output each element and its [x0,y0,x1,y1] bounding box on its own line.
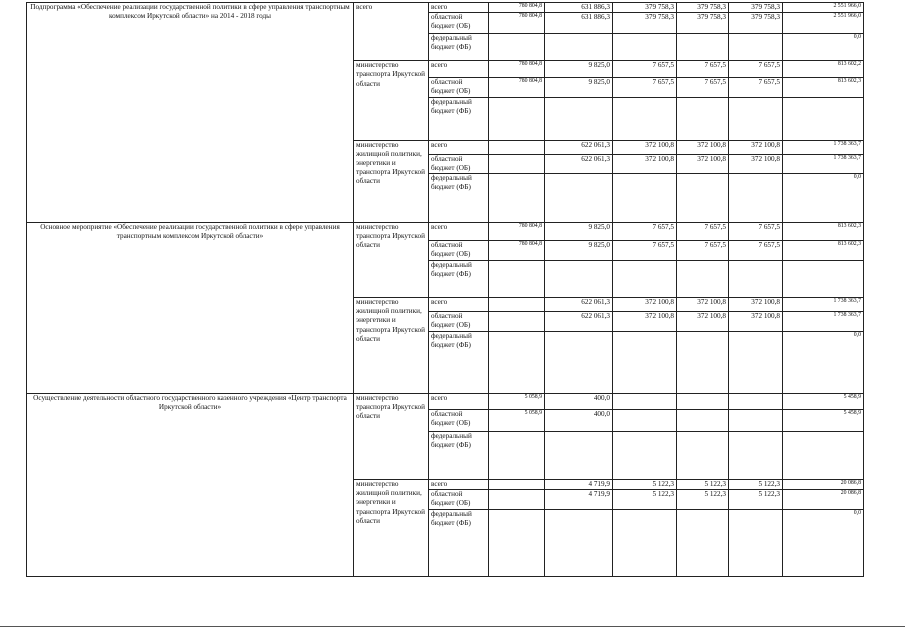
amount-text: 372 100,8 [645,154,674,163]
year-value-cell [677,140,729,154]
year-value-cell [613,140,677,154]
amount-text: 1 738 363,7 [833,298,861,305]
year-value-cell [545,480,613,490]
year-value-cell [677,13,729,34]
funding-source-cell: областной бюджет (ОБ) [429,13,489,34]
program-name-cell: Основное мероприятие «Обеспечение реализации государственной политики в сфере управления транспортным комплексом Иркутской области» [27,223,354,394]
executor-cell: министерство жилищной политики, энергетики и транспорта Иркутской области [354,480,429,577]
year-value-cell [489,410,545,432]
year-value-cell [677,410,729,432]
year-value-cell [677,509,729,576]
total-value-cell [783,140,864,154]
year-value-cell [729,13,783,34]
year-value-cell [613,223,677,241]
amount-text: 379 758,3 [697,3,726,11]
year-value-cell [613,480,677,490]
total-value-cell [783,490,864,509]
funding-source-cell: всего [429,394,489,410]
year-value-cell [729,394,783,410]
year-value-cell [545,140,613,154]
amount-text: 7 657,5 [652,241,674,250]
year-value-cell [729,312,783,332]
year-value-cell [729,3,783,13]
year-value-cell [489,97,545,140]
year-value-cell [545,223,613,241]
amount-text: 1 738 363,7 [833,140,861,147]
year-value-cell [729,97,783,140]
total-value-cell [783,261,864,298]
amount-text: 9 825,0 [588,78,610,87]
year-value-cell [545,509,613,576]
amount-text: 0,0 [853,332,861,339]
year-value-cell [613,174,677,223]
amount-text: 5 458,9 [843,394,861,401]
amount-text: 379 758,3 [751,13,780,22]
amount-text: 2 551 966,0 [833,13,861,20]
amount-text: 5 122,3 [704,480,726,489]
executor-cell: министерство транспорта Иркутской области [354,394,429,480]
year-value-cell [677,34,729,61]
funding-source-cell: всего [429,298,489,312]
year-value-cell [489,312,545,332]
year-value-cell [489,261,545,298]
year-value-cell [545,241,613,261]
year-value-cell [613,241,677,261]
amount-text: 5 122,3 [758,490,780,499]
amount-text: 0,0 [853,174,861,181]
amount-text: 7 657,5 [758,78,780,87]
amount-text: 379 758,3 [645,3,674,11]
year-value-cell [677,490,729,509]
budget-table [26,2,864,577]
funding-source-cell: областной бюджет (ОБ) [429,78,489,97]
amount-text: 5 058,9 [524,410,542,417]
year-value-cell [545,3,613,13]
amount-text: 813 602,2 [837,61,861,68]
amount-text: 7 657,5 [704,61,726,70]
amount-text: 1 738 363,7 [833,154,861,161]
amount-text: 5 122,3 [652,480,674,489]
amount-text: 9 825,0 [588,61,610,70]
total-value-cell [783,298,864,312]
year-value-cell [613,509,677,576]
table-row [27,394,864,410]
total-value-cell [783,3,864,13]
total-value-cell [783,13,864,34]
amount-text: 4 719,9 [588,490,610,499]
total-value-cell [783,61,864,78]
page-bottom-rule [0,626,905,627]
amount-text: 372 100,8 [697,312,726,321]
amount-text: 5 122,3 [704,490,726,499]
year-value-cell [729,34,783,61]
amount-text: 5 058,9 [524,394,542,401]
amount-text: 372 100,8 [645,298,674,307]
year-value-cell [545,332,613,394]
table-row [27,3,864,13]
year-value-cell [677,3,729,13]
year-value-cell [545,34,613,61]
year-value-cell [489,78,545,97]
year-value-cell [677,332,729,394]
amount-text: 622 061,3 [581,140,610,149]
year-value-cell [489,34,545,61]
amount-text: 372 100,8 [645,312,674,321]
executor-cell: всего [354,3,429,61]
amount-text: 780 804,8 [518,78,542,85]
year-value-cell [613,34,677,61]
program-name-cell: Подпрограмма «Обеспечение реализации государственной политики в сфере управления транспортным комплексом Иркутской области» на 2014 - 2018 годы [27,3,354,223]
program-name-cell: Осуществление деятельности областного государственного казенного учреждения «Центр транспорта Иркутской области» [27,394,354,577]
year-value-cell [677,78,729,97]
year-value-cell [545,61,613,78]
funding-source-cell: федеральный бюджет (ФБ) [429,509,489,576]
year-value-cell [489,223,545,241]
year-value-cell [613,410,677,432]
year-value-cell [489,154,545,173]
total-value-cell [783,223,864,241]
year-value-cell [613,261,677,298]
amount-text: 20 086,8 [840,490,861,497]
executor-cell: министерство жилищной политики, энергетики и транспорта Иркутской области [354,298,429,394]
year-value-cell [677,261,729,298]
amount-text: 372 100,8 [751,154,780,163]
year-value-cell [613,78,677,97]
total-value-cell [783,174,864,223]
amount-text: 622 061,3 [581,154,610,163]
amount-text: 631 886,3 [581,3,610,11]
amount-text: 7 657,5 [758,61,780,70]
total-value-cell [783,332,864,394]
year-value-cell [489,298,545,312]
year-value-cell [489,13,545,34]
year-value-cell [489,480,545,490]
amount-text: 813 602,3 [837,241,861,248]
year-value-cell [729,223,783,241]
funding-source-cell: областной бюджет (ОБ) [429,490,489,509]
year-value-cell [613,332,677,394]
executor-cell: министерство жилищной политики, энергетики и транспорта Иркутской области [354,140,429,222]
year-value-cell [613,13,677,34]
amount-text: 631 886,3 [581,13,610,22]
amount-text: 7 657,5 [704,241,726,250]
amount-text: 5 458,9 [843,410,861,417]
amount-text: 780 804,8 [518,223,542,230]
amount-text: 372 100,8 [645,140,674,149]
year-value-cell [729,261,783,298]
year-value-cell [489,432,545,480]
year-value-cell [677,480,729,490]
year-value-cell [613,3,677,13]
amount-text: 372 100,8 [751,140,780,149]
funding-source-cell: всего [429,3,489,13]
funding-source-cell: областной бюджет (ОБ) [429,154,489,173]
amount-text: 780 804,8 [518,3,542,9]
year-value-cell [545,312,613,332]
amount-text: 9 825,0 [588,223,610,232]
amount-text: 0,0 [853,509,861,516]
amount-text: 7 657,5 [652,61,674,70]
year-value-cell [545,154,613,173]
year-value-cell [729,509,783,576]
amount-text: 1 738 363,7 [833,312,861,319]
year-value-cell [545,97,613,140]
amount-text: 5 122,3 [758,480,780,489]
total-value-cell [783,394,864,410]
amount-text: 0,0 [853,34,861,41]
amount-text: 372 100,8 [697,154,726,163]
amount-text: 379 758,3 [645,13,674,22]
funding-source-cell: всего [429,223,489,241]
funding-source-cell: федеральный бюджет (ФБ) [429,97,489,140]
year-value-cell [545,174,613,223]
executor-cell: министерство транспорта Иркутской области [354,61,429,140]
total-value-cell [783,432,864,480]
year-value-cell [613,154,677,173]
amount-text: 813 602,3 [837,223,861,230]
year-value-cell [545,13,613,34]
total-value-cell [783,34,864,61]
table-row [27,223,864,241]
amount-text: 7 657,5 [758,223,780,232]
executor-cell: министерство транспорта Иркутской области [354,223,429,298]
year-value-cell [489,241,545,261]
year-value-cell [545,298,613,312]
amount-text: 7 657,5 [652,78,674,87]
year-value-cell [677,223,729,241]
year-value-cell [489,3,545,13]
year-value-cell [545,78,613,97]
year-value-cell [545,410,613,432]
year-value-cell [613,312,677,332]
amount-text: 20 086,8 [840,480,861,487]
amount-text: 813 602,3 [837,78,861,85]
amount-text: 780 804,8 [518,61,542,68]
year-value-cell [489,509,545,576]
year-value-cell [613,394,677,410]
total-value-cell [783,154,864,173]
year-value-cell [545,432,613,480]
year-value-cell [489,394,545,410]
year-value-cell [729,480,783,490]
amount-text: 400,0 [593,394,610,403]
year-value-cell [729,61,783,78]
year-value-cell [613,490,677,509]
year-value-cell [489,332,545,394]
total-value-cell [783,97,864,140]
total-value-cell [783,312,864,332]
total-value-cell [783,241,864,261]
total-value-cell [783,480,864,490]
year-value-cell [613,97,677,140]
amount-text: 372 100,8 [697,298,726,307]
amount-text: 379 758,3 [751,3,780,11]
funding-source-cell: федеральный бюджет (ФБ) [429,174,489,223]
amount-text: 9 825,0 [588,241,610,250]
year-value-cell [677,61,729,78]
year-value-cell [729,332,783,394]
year-value-cell [677,97,729,140]
total-value-cell [783,410,864,432]
year-value-cell [677,298,729,312]
year-value-cell [729,140,783,154]
year-value-cell [729,241,783,261]
amount-text: 622 061,3 [581,298,610,307]
amount-text: 2 551 966,0 [833,3,861,9]
amount-text: 5 122,3 [652,490,674,499]
year-value-cell [729,154,783,173]
year-value-cell [677,312,729,332]
amount-text: 372 100,8 [697,140,726,149]
year-value-cell [613,61,677,78]
year-value-cell [729,78,783,97]
year-value-cell [729,432,783,480]
funding-source-cell: областной бюджет (ОБ) [429,312,489,332]
year-value-cell [613,298,677,312]
year-value-cell [489,61,545,78]
funding-source-cell: областной бюджет (ОБ) [429,410,489,432]
year-value-cell [545,490,613,509]
funding-source-cell: федеральный бюджет (ФБ) [429,332,489,394]
amount-text: 7 657,5 [704,223,726,232]
total-value-cell [783,78,864,97]
year-value-cell [545,394,613,410]
year-value-cell [489,140,545,154]
amount-text: 780 804,8 [518,13,542,20]
amount-text: 7 657,5 [652,223,674,232]
year-value-cell [489,174,545,223]
year-value-cell [677,394,729,410]
year-value-cell [613,432,677,480]
amount-text: 372 100,8 [751,298,780,307]
year-value-cell [489,490,545,509]
year-value-cell [729,490,783,509]
funding-source-cell: областной бюджет (ОБ) [429,241,489,261]
year-value-cell [677,432,729,480]
amount-text: 7 657,5 [704,78,726,87]
year-value-cell [677,174,729,223]
amount-text: 622 061,3 [581,312,610,321]
year-value-cell [729,298,783,312]
year-value-cell [677,241,729,261]
year-value-cell [545,261,613,298]
funding-source-cell: всего [429,140,489,154]
funding-source-cell: всего [429,480,489,490]
amount-text: 7 657,5 [758,241,780,250]
year-value-cell [729,410,783,432]
total-value-cell [783,509,864,576]
amount-text: 4 719,9 [588,480,610,489]
funding-source-cell: федеральный бюджет (ФБ) [429,261,489,298]
amount-text: 780 804,8 [518,241,542,248]
amount-text: 400,0 [593,410,610,419]
funding-source-cell: федеральный бюджет (ФБ) [429,432,489,480]
funding-source-cell: федеральный бюджет (ФБ) [429,34,489,61]
year-value-cell [729,174,783,223]
funding-source-cell: всего [429,61,489,78]
amount-text: 372 100,8 [751,312,780,321]
amount-text: 379 758,3 [697,13,726,22]
year-value-cell [677,154,729,173]
